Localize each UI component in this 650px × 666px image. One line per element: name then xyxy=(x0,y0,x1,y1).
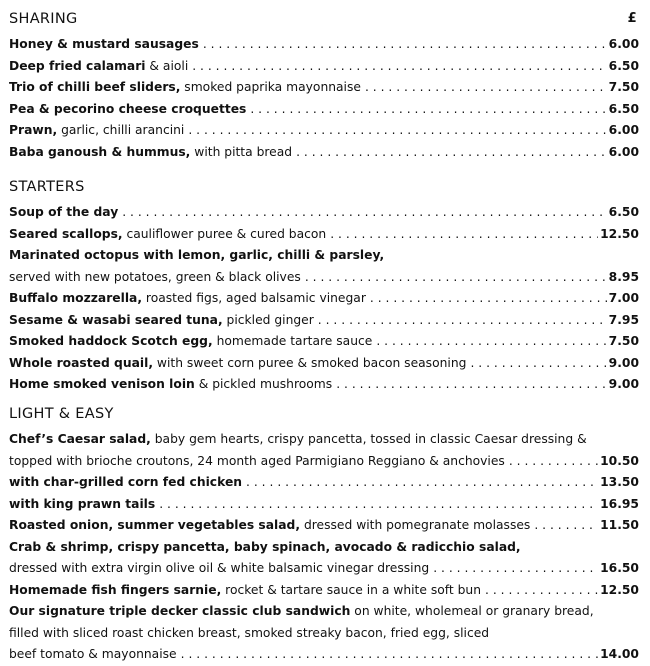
item-price: 13.50 xyxy=(600,475,639,489)
menu-item xyxy=(9,601,639,623)
item-price: 12.50 xyxy=(600,226,639,241)
item-price: 10.50 xyxy=(600,453,639,468)
item-price: 11.50 xyxy=(600,518,639,532)
dot-leader xyxy=(534,515,598,537)
item-name: Trio of chilli beef sliders, xyxy=(9,80,181,94)
item-name: Deep fried calamari xyxy=(9,58,146,73)
menu-item xyxy=(9,77,639,99)
item-description: smoked paprika mayonnaise xyxy=(180,80,361,94)
item-price: 8.95 xyxy=(608,269,639,284)
menu-item xyxy=(9,288,639,310)
item-name: with king prawn tails xyxy=(9,496,156,511)
item-name: Marinated octopus with lemon, garlic, chilli & parsley, xyxy=(9,248,385,262)
item-price: 9.00 xyxy=(608,355,639,370)
section-heading xyxy=(9,7,639,31)
menu-item xyxy=(9,120,639,142)
item-name: Whole roasted quail, xyxy=(9,355,153,370)
menu-item-continued xyxy=(9,267,639,289)
item-name: Homemade fish fingers sarnie, xyxy=(9,582,222,597)
dot-leader xyxy=(188,120,606,142)
item-price: 7.50 xyxy=(608,334,639,348)
menu-item-continued xyxy=(9,623,639,645)
item-price: 6.00 xyxy=(608,144,639,159)
light-easy-title: LIGHT & EASY xyxy=(9,406,114,422)
item-price: 12.50 xyxy=(600,582,639,597)
menu-item xyxy=(9,429,639,451)
menu-item xyxy=(9,142,639,164)
item-name: Prawn, xyxy=(9,123,58,137)
dot-leader xyxy=(370,288,607,310)
dot-leader xyxy=(192,56,606,78)
item-name: Soup of the day xyxy=(9,205,119,219)
item-description: dressed with pomegranate molasses xyxy=(300,518,531,532)
menu-item xyxy=(9,331,639,353)
dot-leader xyxy=(509,451,598,473)
menu-item xyxy=(9,580,639,602)
menu-item xyxy=(9,310,639,332)
menu-item-continued xyxy=(9,558,639,580)
menu-item xyxy=(9,472,639,494)
item-price: 7.50 xyxy=(608,80,639,94)
menu-item xyxy=(9,494,639,516)
item-name: Roasted onion, summer vegetables salad, xyxy=(9,518,301,532)
item-description: & pickled mushrooms xyxy=(194,377,333,391)
item-price: 7.95 xyxy=(608,312,639,327)
dot-leader xyxy=(181,644,598,666)
currency-symbol: £ xyxy=(627,11,637,26)
item-name: with char-grilled corn fed chicken xyxy=(9,475,243,489)
light-easy-items xyxy=(9,429,639,666)
item-price: 6.50 xyxy=(608,58,639,73)
menu-item xyxy=(9,34,639,56)
starters-section xyxy=(9,175,639,396)
menu-item-continued xyxy=(9,451,639,473)
menu-item xyxy=(9,245,639,267)
item-description: cauliflower puree & cured bacon xyxy=(122,226,327,241)
starters-title: STARTERS xyxy=(9,179,85,195)
starters-items xyxy=(9,202,639,396)
dot-leader xyxy=(485,580,598,602)
item-description: dressed with extra virgin olive oil & white balsamic vinegar dressing xyxy=(9,561,430,575)
item-description: served with new potatoes, green & black olives xyxy=(9,269,301,284)
item-description: homemade tartare sauce xyxy=(212,334,373,348)
dot-leader xyxy=(305,267,607,289)
item-name: Buffalo mozzarella, xyxy=(9,291,143,305)
sharing-items xyxy=(9,34,639,163)
sharing-section xyxy=(9,7,639,163)
section-heading xyxy=(9,175,639,199)
item-price: 16.95 xyxy=(600,496,639,511)
item-name: Home smoked venison loin xyxy=(9,377,195,391)
sharing-title: SHARING xyxy=(9,11,78,27)
item-price: 6.50 xyxy=(608,101,639,116)
dot-leader xyxy=(330,224,598,246)
dot-leader xyxy=(250,99,606,121)
menu-item xyxy=(9,202,639,224)
dot-leader xyxy=(470,353,606,375)
dot-leader xyxy=(122,202,606,224)
item-price: 6.50 xyxy=(608,205,639,219)
item-name: Honey & mustard sausages xyxy=(9,37,199,51)
item-price: 6.00 xyxy=(608,37,639,51)
dot-leader xyxy=(433,558,598,580)
item-description: pickled ginger xyxy=(222,312,314,327)
menu-item xyxy=(9,515,639,537)
item-name: Crab & shrimp, crispy pancetta, baby spinach, avocado & radicchio salad, xyxy=(9,539,521,554)
dot-leader xyxy=(376,331,606,353)
dot-leader xyxy=(159,494,598,516)
item-description: on white, wholemeal or granary bread, xyxy=(350,604,594,618)
item-name: Baba ganoush & hummus, xyxy=(9,144,191,159)
item-price: 9.00 xyxy=(608,377,639,391)
item-description: roasted figs, aged balsamic vinegar xyxy=(142,291,366,305)
dot-leader xyxy=(336,374,606,396)
menu-item xyxy=(9,224,639,246)
item-description: filled with sliced roast chicken breast, smoked streaky bacon, fried egg, sliced xyxy=(9,625,490,640)
item-description: with sweet corn puree & smoked bacon seasoning xyxy=(153,355,467,370)
dot-leader xyxy=(203,34,607,56)
item-price: 6.00 xyxy=(608,123,639,137)
item-description: & aioli xyxy=(145,58,189,73)
item-name: Smoked haddock Scotch egg, xyxy=(9,334,213,348)
item-name: Seared scallops, xyxy=(9,226,123,241)
item-price: 7.00 xyxy=(608,291,639,305)
menu-item xyxy=(9,353,639,375)
light-easy-section xyxy=(9,402,639,666)
item-description: baby gem hearts, crispy pancetta, tossed in classic Caesar dressing & xyxy=(150,432,587,446)
item-description: beef tomato & mayonnaise xyxy=(9,647,177,661)
item-name: Chef’s Caesar salad, xyxy=(9,432,151,446)
menu-item xyxy=(9,56,639,78)
menu-item-continued xyxy=(9,644,639,666)
item-description: topped with brioche croutons, 24 month aged Parmigiano Reggiano & anchovies xyxy=(9,453,505,468)
item-description: garlic, chilli arancini xyxy=(57,123,185,137)
item-description: rocket & tartare sauce in a white soft bun xyxy=(221,582,481,597)
dot-leader xyxy=(296,142,607,164)
dot-leader xyxy=(365,77,607,99)
section-heading xyxy=(9,402,639,426)
menu-item xyxy=(9,537,639,559)
item-price: 14.00 xyxy=(600,647,639,661)
item-name: Our signature triple decker classic club sandwich xyxy=(9,604,351,618)
item-name: Pea & pecorino cheese croquettes xyxy=(9,101,247,116)
item-description: with pitta bread xyxy=(190,144,293,159)
item-price: 16.50 xyxy=(600,561,639,575)
menu-item xyxy=(9,374,639,396)
dot-leader xyxy=(246,472,598,494)
item-name: Sesame & wasabi seared tuna, xyxy=(9,312,223,327)
menu-item xyxy=(9,99,639,121)
dot-leader xyxy=(318,310,607,332)
